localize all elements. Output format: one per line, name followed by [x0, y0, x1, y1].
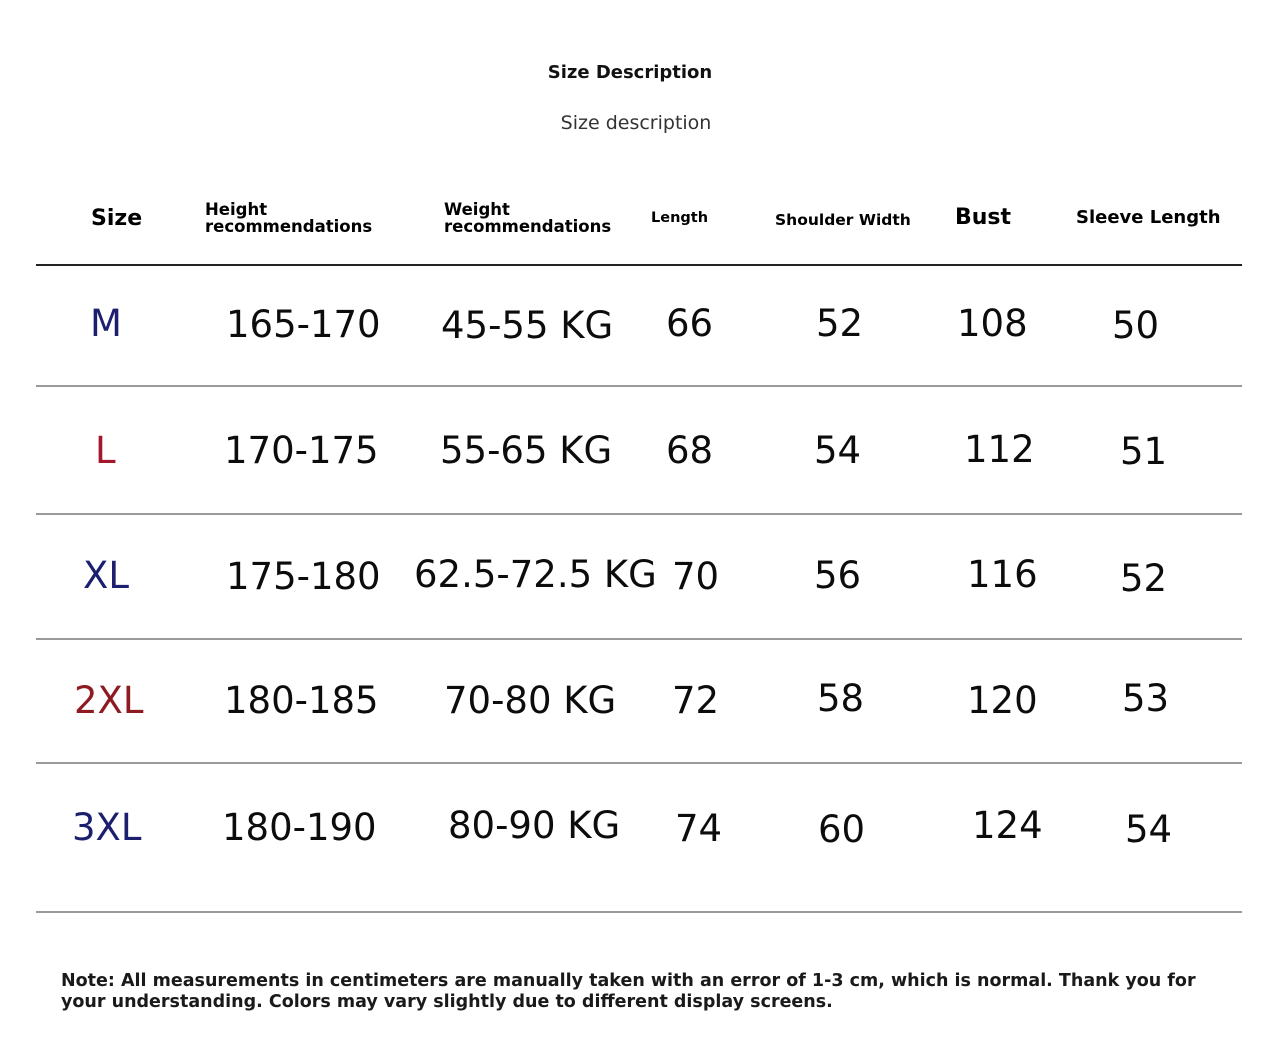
- shoulder-value: 56: [814, 554, 862, 597]
- size-label: L: [95, 429, 116, 472]
- size-label: XL: [83, 554, 129, 597]
- length-value: 66: [666, 302, 714, 345]
- page-title: Size Description: [547, 62, 713, 83]
- sleeve-value: 52: [1120, 557, 1168, 600]
- header-height-line2: recommendations: [205, 217, 373, 237]
- header-size: Size: [91, 206, 143, 231]
- footnote: Note: All measurements in centimeters are manually taken with an error of 1-3 cm, which is normal. Thank you for your understanding. Colors may vary slightly due to different display screens.: [61, 971, 1196, 1012]
- height-value: 175-180: [226, 555, 381, 598]
- length-value: 70: [672, 555, 720, 598]
- sleeve-value: 51: [1120, 430, 1168, 473]
- weight-value: 80-90 KG: [448, 804, 621, 847]
- header-sleeve-length: Sleeve Length: [1076, 207, 1221, 228]
- header-weight-line2: recommendations: [444, 217, 612, 237]
- header-weight: [444, 201, 611, 236]
- length-value: 68: [666, 429, 714, 472]
- size-label: 3XL: [72, 806, 142, 849]
- row-divider: [36, 385, 1242, 387]
- row-divider: [36, 762, 1242, 764]
- header-height-line1: Height: [205, 200, 268, 219]
- page-subtitle: Size description: [560, 112, 712, 134]
- header-height: [205, 201, 372, 236]
- weight-value: 70-80 KG: [444, 679, 617, 722]
- row-divider: [36, 513, 1242, 515]
- shoulder-value: 60: [818, 808, 866, 851]
- header-weight-line1: Weight: [444, 200, 510, 219]
- header-length: Length: [651, 210, 709, 226]
- height-value: 165-170: [226, 303, 381, 346]
- height-value: 170-175: [224, 429, 379, 472]
- sleeve-value: 53: [1122, 677, 1170, 720]
- shoulder-value: 54: [814, 429, 862, 472]
- bust-value: 112: [964, 428, 1035, 471]
- shoulder-value: 52: [816, 302, 864, 345]
- size-label: M: [90, 302, 122, 345]
- bust-value: 108: [957, 302, 1028, 345]
- bust-value: 116: [967, 553, 1038, 596]
- bust-value: 124: [972, 804, 1043, 847]
- sleeve-value: 54: [1125, 808, 1173, 851]
- height-value: 180-190: [222, 806, 377, 849]
- sleeve-value: 50: [1112, 304, 1160, 347]
- height-value: 180-185: [224, 679, 379, 722]
- table-bottom-divider: [36, 911, 1242, 913]
- length-value: 72: [672, 679, 720, 722]
- row-divider: [36, 638, 1242, 640]
- bust-value: 120: [967, 679, 1038, 722]
- weight-value: 62.5-72.5 KG: [414, 553, 657, 596]
- shoulder-value: 58: [817, 677, 865, 720]
- weight-value: 55-65 KG: [440, 429, 613, 472]
- header-shoulder-width: Shoulder Width: [775, 211, 911, 229]
- weight-value: 45-55 KG: [441, 304, 614, 347]
- header-bust: Bust: [955, 205, 1012, 230]
- length-value: 74: [675, 807, 723, 850]
- size-label: 2XL: [74, 679, 144, 722]
- header-divider: [36, 264, 1242, 266]
